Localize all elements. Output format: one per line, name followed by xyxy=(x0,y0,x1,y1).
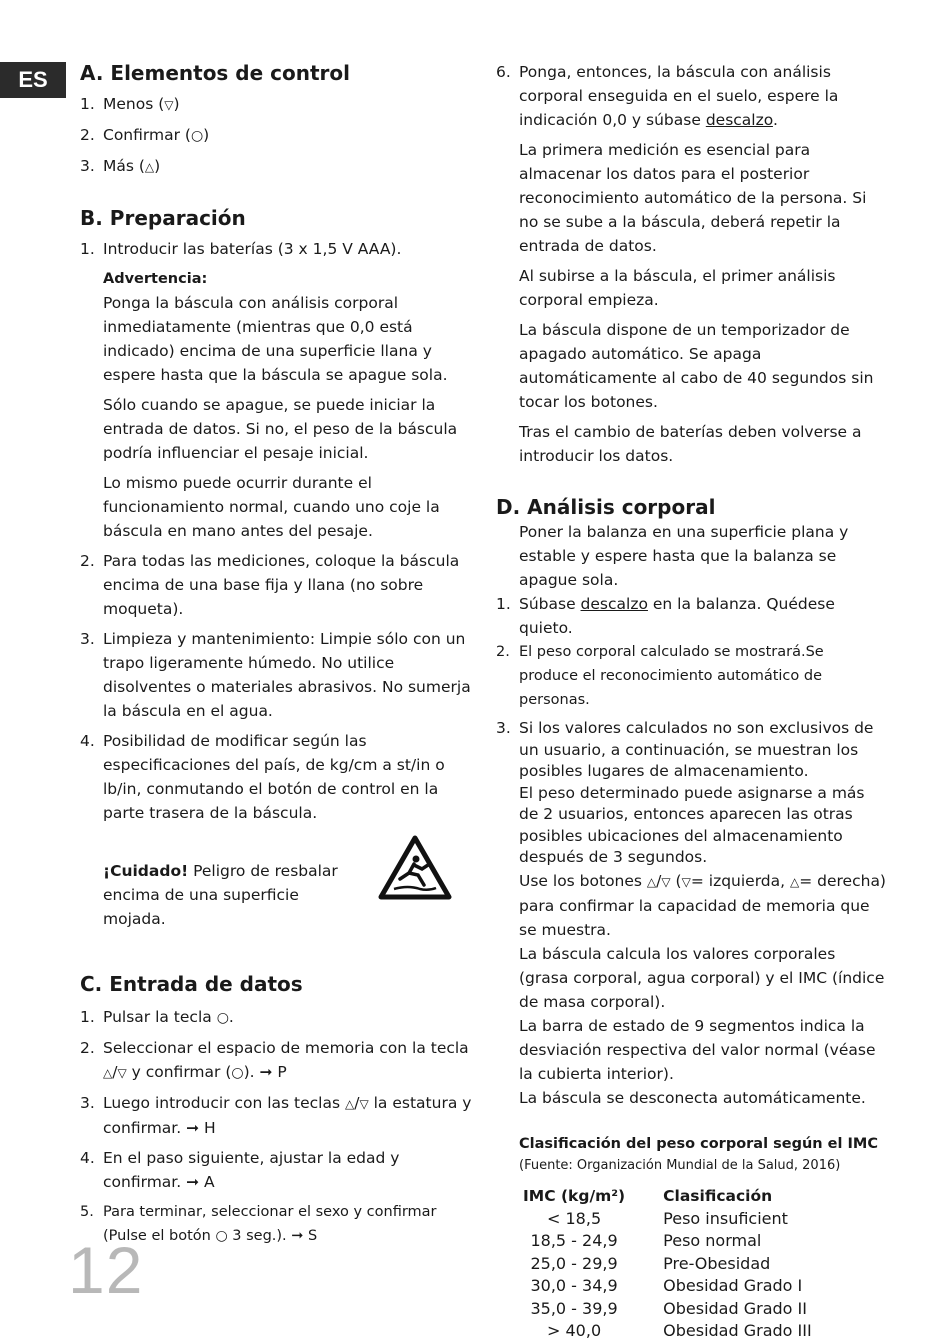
paragraph: La báscula se desconecta automáticamente. xyxy=(519,1088,866,1107)
list-item: 6. Ponga, entonces, la báscula con análisis corporal enseguida en el suelo, espere la indicación 0,0 y súbase descalzo. xyxy=(496,63,839,129)
paragraph: La báscula dispone de un temporizador de apagado automático. Se apaga automáticamente al cabo de 40 segundos sin tocar los botones. xyxy=(519,321,874,411)
right-column xyxy=(496,60,886,1343)
list-item: 1. Súbase descalzo en la balanza. Quédese quieto. xyxy=(496,595,835,637)
minus-icon: ▽ xyxy=(117,1066,127,1080)
plus-icon: △ xyxy=(790,874,800,889)
section-c-title: C. Entrada de datos xyxy=(80,972,303,996)
list-item: 2. Confirmar (○) xyxy=(80,126,210,144)
list-item: 1. Menos (▽) xyxy=(80,95,180,113)
list-item: 2. Seleccionar el espacio de memoria con la tecla △/▽ y confirmar (○). ➞ P xyxy=(80,1039,469,1081)
paragraph: Use los botones △/▽ (▽= izquierda, △= derecha) para confirmar la capacidad de memoria que se muestra. xyxy=(519,871,886,939)
control-list xyxy=(80,92,475,179)
list-item: 2. El peso corporal calculado se mostrará.Se produce el reconocimiento automático de personas. xyxy=(496,644,824,708)
list-item: 1. Introducir las baterías (3 x 1,5 V AAA). xyxy=(80,240,402,258)
table-row: 30,0 - 34,9 Obesidad Grado I xyxy=(530,1276,803,1295)
paragraph: El peso determinado puede asignarse a más de 2 usuarios, entonces aparecen las otras posibles ubicaciones del almacenamiento después de 3 segundos. xyxy=(519,783,865,866)
warning-paragraph: Sólo cuando se apague, se puede iniciar la entrada de datos. Si no, el peso de la báscula podría influenciar el pesaje inicial. xyxy=(103,396,458,462)
list-item: 2. Para todas las mediciones, coloque la báscula encima de una base fija y llana (no sobre moqueta). xyxy=(80,552,460,618)
minus-icon: ▽ xyxy=(359,1097,369,1111)
confirm-icon: ○ xyxy=(231,1065,244,1081)
table-row: > 40,0 Obesidad Grado III xyxy=(547,1321,812,1340)
imc-table-title: Clasificación del peso corporal según el IMC xyxy=(519,1135,878,1152)
warning-paragraph: Ponga la báscula con análisis corporal inmediatamente (mientras que 0,0 está indicado) encima de una superficie llana y espere hasta que la báscula se apague sola. xyxy=(103,294,448,384)
confirm-icon: ○ xyxy=(190,128,204,144)
arrow-icon: ➞ xyxy=(186,1119,200,1137)
warning-paragraph: Lo mismo puede ocurrir durante el funcionamiento normal, cuando uno coje la báscula en mano antes del pesaje. xyxy=(103,474,440,540)
paragraph: Tras el cambio de baterías deben volverse a introducir los datos. xyxy=(519,423,862,465)
paragraph: La báscula calcula los valores corporales (grasa corporal, agua corporal) y el IMC (índice de masa corporal). xyxy=(519,944,885,1011)
list-item: 4. Posibilidad de modificar según las especificaciones del país, de kg/cm a st/in o lb/in, conmutando el botón de control en la parte trasera de la báscula. xyxy=(80,732,445,822)
imc-table xyxy=(519,1184,846,1343)
table-row: 25,0 - 29,9 Pre-Obesidad xyxy=(530,1253,771,1273)
list-item: 1. Pulsar la tecla ○. xyxy=(80,1008,234,1026)
plus-icon: △ xyxy=(103,1066,113,1080)
paragraph: Al subirse a la báscula, el primer análisis corporal empieza. xyxy=(519,267,836,309)
list-item: 4. En el paso siguiente, ajustar la edad y confirmar. ➞ A xyxy=(80,1149,400,1191)
paragraph: La primera medición es esencial para almacenar los datos para el posterior reconocimiento automático de la persona. Si no se sube a la báscula, deberá repetir la entrada de datos. xyxy=(519,141,867,255)
column-header: Clasificación xyxy=(663,1186,773,1205)
paragraph: Poner la balanza en una superficie plana y estable y espere hasta que la balanza se apague sola. xyxy=(519,523,849,589)
caution-note: ¡Cuidado! Peligro de resbalar encima de una superficie mojada. xyxy=(103,862,338,928)
warning-label: Advertencia: xyxy=(103,271,208,287)
table-row: 35,0 - 39,9 Obesidad Grado II xyxy=(530,1298,807,1318)
section-a-title: A. Elementos de control xyxy=(80,61,350,85)
table-row: < 18,5 Peso insuficient xyxy=(547,1208,788,1228)
plus-icon: △ xyxy=(144,160,155,174)
confirm-icon: ○ xyxy=(216,1010,229,1026)
list-item: 5. Para terminar, seleccionar el sexo y confirmar (Pulse el botón ○ 3 seg.). ➞ S xyxy=(80,1204,437,1244)
arrow-icon: ➞ xyxy=(259,1063,273,1081)
list-item: 3. Si los valores calculados no son exclusivos de un usuario, a continuación, se muestran los posibles lugares de almacenamiento. xyxy=(496,719,874,780)
list-item: 3. Limpieza y mantenimiento: Limpie sólo con un trapo ligeramente húmedo. No utilice disolventes o materiales abrasivos. No sumerja la báscula en el agua. xyxy=(80,630,471,720)
imc-table-wrapper xyxy=(496,1184,886,1343)
arrow-icon: ➞ xyxy=(291,1228,304,1244)
list-item: 3. Más (△) xyxy=(80,157,161,175)
list-item: 3. Luego introducir con las teclas △/▽ la estatura y confirmar. ➞ H xyxy=(80,1094,472,1137)
plus-icon: △ xyxy=(646,874,657,889)
paragraph: La barra de estado de 9 segmentos indica la desviación respectiva del valor normal (véase la cubierta interior). xyxy=(519,1016,876,1083)
page-number: 12 xyxy=(68,1233,144,1307)
minus-icon: ▽ xyxy=(661,874,671,889)
imc-source: (Fuente: Organización Mundial de la Salud, 2016) xyxy=(519,1157,841,1173)
left-column xyxy=(80,60,475,1248)
table-row: 18,5 - 24,9 Peso normal xyxy=(530,1231,762,1250)
section-d-title: D. Análisis corporal xyxy=(496,495,716,519)
language-tab: ES xyxy=(0,62,66,98)
confirm-icon: ○ xyxy=(215,1228,228,1244)
slippery-floor-warning-icon xyxy=(378,835,452,901)
plus-icon: △ xyxy=(345,1097,355,1111)
table-header-row xyxy=(519,1184,846,1208)
minus-icon: ▽ xyxy=(681,874,691,889)
minus-icon: ▽ xyxy=(164,98,174,112)
column-header: IMC (kg/m²) xyxy=(523,1186,626,1205)
section-b-title: B. Preparación xyxy=(80,206,246,230)
arrow-icon: ➞ xyxy=(186,1173,200,1191)
